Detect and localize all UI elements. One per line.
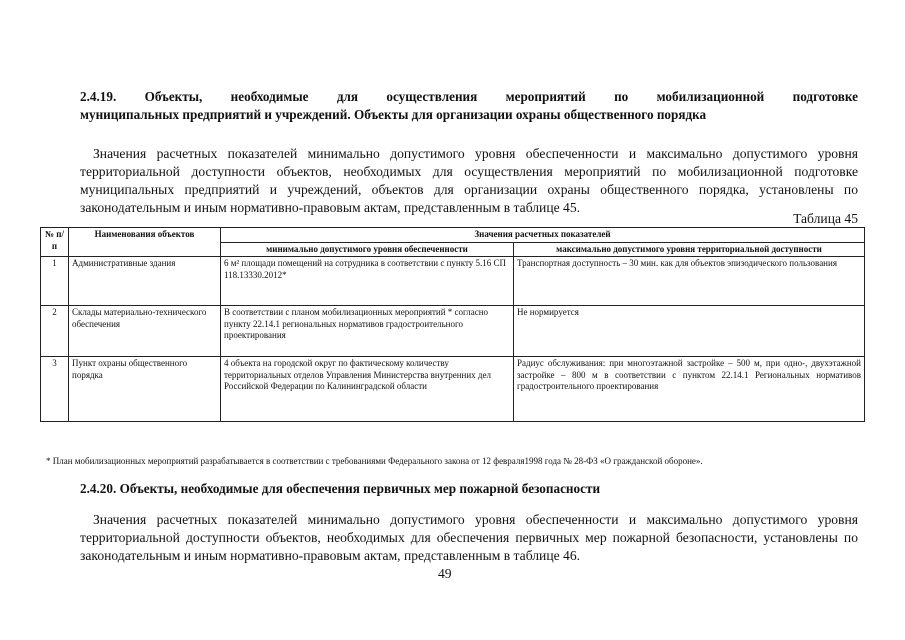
section-2-4-20-heading: 2.4.20. Объекты, необходимые для обеспечения первичных мер пожарной безопасности	[80, 481, 601, 496]
header-max: максимально допустимого уровня территориальной доступности	[514, 242, 865, 257]
header-name: Наименования объектов	[69, 228, 221, 257]
row-num: 2	[41, 306, 69, 357]
row-min: 4 объекта на городской округ по фактическому количеству территориальных отделов Управления Министерства внутренних дел Российской Федерации по Калининградской области	[221, 357, 514, 422]
table-row	[41, 306, 865, 357]
header-min: минимально допустимого уровня обеспеченности	[221, 242, 514, 257]
section-2-4-19-heading-line2: муниципальных предприятий и учреждений. Объекты для организации охраны общественного порядка	[80, 107, 707, 122]
header-group: Значения расчетных показателей	[221, 228, 865, 243]
row-max: Радиус обслуживания: при многоэтажной застройке – 500 м, при одно-, двухэтажной застройке – 800 м в соответствии с пунктом 22.14.1 Региональных нормативов градостроительного проектирования	[514, 357, 865, 422]
row-max: Транспортная доступность – 30 мин. как для объектов эпизодического пользования	[514, 257, 865, 306]
footnote: * План мобилизационных мероприятий разрабатывается в соответствии с требованиями Федерального закона от 12 февраля1998 года № 28-ФЗ «О гражданской обороне».	[46, 456, 703, 466]
section-2-4-19-paragraph: территориальной доступности объектов, необходимых для осуществления мероприятий по мобилизационной подготовке муниципальных предприятий и учреждений, объектов для организации охраны общественного порядка, установлены по законодательным и иным нормативно-правовым актам, представленным в таблице 45.	[80, 164, 858, 216]
section-2-4-20-paragraph-first-line: Значения расчетных показателей минимально допустимого уровня обеспеченности и максимально допустимого уровня	[93, 512, 858, 527]
row-name: Административные здания	[69, 257, 221, 306]
section-2-4-20-paragraph: территориальной доступности объектов, необходимых для обеспечения первичных мер пожарной безопасности, установлены по законодательным и иным нормативно-правовым актам, представленным в таблице 46.	[80, 530, 858, 564]
section-2-4-19-paragraph-first-line: Значения расчетных показателей минимально допустимого уровня обеспеченности и максимально допустимого уровня	[93, 146, 858, 161]
row-min: В соответствии с планом мобилизационных мероприятий * согласно пункту 22.14.1 региональных нормативов градостроительного проектирования	[221, 306, 514, 357]
row-name: Пункт охраны общественного порядка	[69, 357, 221, 422]
table-45	[40, 227, 865, 422]
row-min: 6 м² площади помещений на сотрудника в соответствии с пункту 5.16 СП 118.13330.2012*	[221, 257, 514, 306]
row-num: 3	[41, 357, 69, 422]
row-num: 1	[41, 257, 69, 306]
row-name: Склады материально-технического обеспечения	[69, 306, 221, 357]
row-max: Не нормируется	[514, 306, 865, 357]
table-row	[41, 357, 865, 422]
section-2-4-19-heading-line1: 2.4.19. Объекты, необходимые для осуществления мероприятий по мобилизационной подготовке	[80, 89, 858, 104]
table-row	[41, 257, 865, 306]
header-num: № п/п	[41, 228, 69, 257]
table-caption: Таблица 45	[793, 211, 858, 226]
page-number: 49	[438, 566, 452, 581]
